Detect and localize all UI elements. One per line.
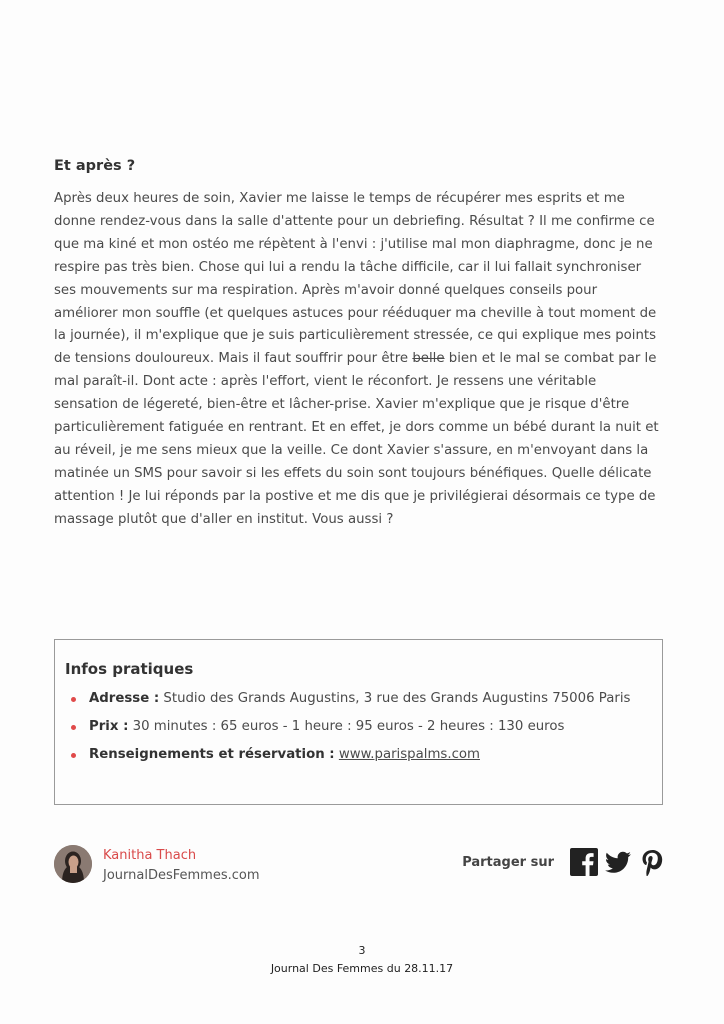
info-item-address xyxy=(55,688,662,710)
section-heading: Et après ? xyxy=(54,158,136,174)
author-name[interactable]: Kanitha Thach xyxy=(103,848,197,863)
bullet-icon xyxy=(71,697,76,702)
price-value: 30 minutes : 65 euros - 1 heure : 95 euros - 2 heures : 130 euros xyxy=(128,719,565,734)
bullet-icon xyxy=(71,725,76,730)
bullet-icon xyxy=(71,753,76,758)
booking-label: Renseignements et réservation : xyxy=(89,747,335,762)
address-label: Adresse : xyxy=(89,691,160,706)
avatar-portrait-icon xyxy=(54,845,92,883)
avatar xyxy=(54,845,92,883)
article-text-part-2: bien et le mal se combat par le mal paraît-il. Dont acte : après l'effort, vient le réconfort. Je ressens une véritable sensation de légereté, bien-être et lâcher-prise. Xavier m'explique que je risque d'être particulièrement fatiguée en rentrant. Et en effet, je dors comme un bébé durant la nuit et au réveil, je me sens mieux que la veille. Ce dont Xavier s'assure, en m'envoyant dans la matinée un SMS pour savoir si les effets du soin sont toujours bénéfiques. Quelle délicate attention ! Je lui réponds par la postive et me dis que je privilégierai désormais ce type de massage plutôt que d'aller en institut. Vous aussi ? xyxy=(54,351,659,527)
info-item-price xyxy=(55,716,662,738)
price-label: Prix : xyxy=(89,719,129,734)
publication-source: Journal Des Femmes du 28.11.17 xyxy=(270,962,454,975)
article-paragraph xyxy=(54,188,664,532)
info-item-booking xyxy=(55,744,662,766)
share-bar xyxy=(462,847,666,877)
practical-info-title: Infos pratiques xyxy=(65,660,194,678)
share-label: Partager sur xyxy=(462,854,554,870)
article-text-part-1: Après deux heures de soin, Xavier me laisse le temps de récupérer mes esprits et me donne rendez-vous dans la salle d'attente pour un debriefing. Résultat ? Il me confirme ce que ma kiné et mon ostéo me répètent à l'envi : j'utilise mal mon diaphragme, donc je ne respire pas très bien. Chose qui lui a rendu la tâche difficile, car il lui fallait synchroniser ses mouvements sur ma respiration. Après m'avoir donné quelques conseils pour améliorer mon souffle (et quelques astuces pour rééduquer ma cheville à tout moment de la journée), il m'explique que je suis particulièrement stressée, ce qui explique mes points de tensions douloureux. Mais il faut souffrir pour être xyxy=(54,191,657,367)
pinterest-icon[interactable] xyxy=(638,848,666,876)
page-number: 3 xyxy=(358,944,366,957)
booking-link[interactable]: www.parispalms.com xyxy=(338,747,480,762)
facebook-icon[interactable] xyxy=(570,848,598,876)
practical-info-list xyxy=(55,688,662,772)
author-site: JournalDesFemmes.com xyxy=(103,868,260,883)
twitter-icon[interactable] xyxy=(604,848,632,876)
practical-info-box xyxy=(54,639,663,805)
struck-word: belle xyxy=(412,351,445,367)
address-value: Studio des Grands Augustins, 3 rue des Grands Augustins 75006 Paris xyxy=(159,691,631,706)
